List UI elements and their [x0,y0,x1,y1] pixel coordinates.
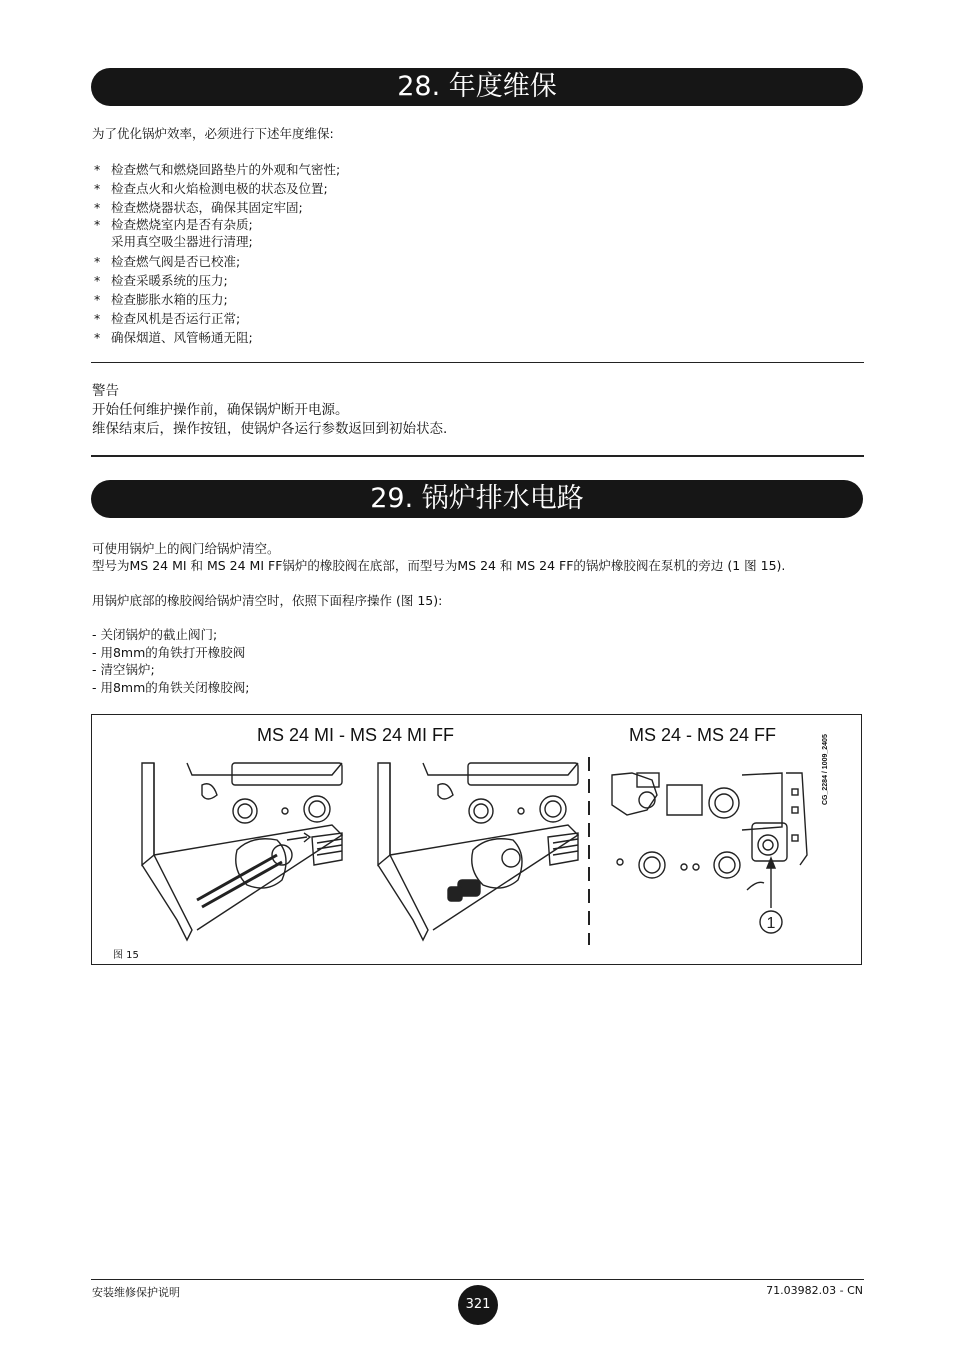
drawing-mi-ff-valve [378,763,578,940]
list-item: * 检查燃烧室内是否有杂质; 采用真空吸尘器进行清理; [94,217,253,249]
section-28-title: 28. 年度维保 [91,68,863,106]
list-item: - 清空锅炉; [92,662,155,677]
drawing-ms24-pump-valve [612,773,807,933]
drawing-mi-open-valve [142,763,342,940]
bullet: * [94,273,101,288]
divider [91,455,864,457]
bullet: * [94,200,101,215]
drain-paragraph-2: 型号为MS 24 MI 和 MS 24 MI FF锅炉的橡胶阀在底部，而型号为MS 24 和 MS 24 FF的锅炉橡胶阀在泵机的旁边 (1 图 15). [92,558,786,573]
bullet: * [94,311,101,326]
bullet: * [94,330,101,345]
section-29-title: 29. 锅炉排水电路 [91,480,863,518]
list-item: - 用8mm的角铁打开橡胶阀 [92,644,246,660]
boiler-drawing [92,715,861,964]
bullet: * [94,162,101,177]
footer-doc-code: 71.03982.03 - CN [766,1284,863,1297]
list-item: * 检查燃气阀是否已校准; [94,254,241,269]
warning-title: 警告 [92,383,119,399]
drain-paragraph-1: 可使用锅炉上的阀门给锅炉清空。 [92,541,280,556]
figure-15 [91,714,862,965]
divider [91,362,864,363]
figure-code: CG_2284 / 1009_2405 [822,734,829,805]
bullet: * [94,254,101,269]
warning-line-2: 维保结束后，操作按钮，使锅炉各运行参数返回到初始状态. [92,421,448,437]
callout-number: 1 [766,915,776,932]
list-item: - 关闭锅炉的截止阀门; [92,627,218,642]
list-item: * 检查燃烧器状态，确保其固定牢固; [94,200,303,215]
list-item: * 确保烟道、风管畅通无阻; [94,330,253,345]
list-item: - 用8mm的角铁关闭橡胶阀; [92,679,250,695]
footer-rule [91,1279,864,1280]
list-item: * 检查风机是否运行正常; [94,311,241,326]
bullet: * [94,217,101,232]
drain-steps [92,626,250,696]
list-item: * 检查采暖系统的压力; [94,273,228,288]
maintenance-list [92,160,340,347]
figure-title-right: MS 24 - MS 24 FF [629,725,777,745]
list-item: * 检查燃气和燃烧回路垫片的外观和气密性; [94,162,341,177]
drain-paragraph-3: 用锅炉底部的橡胶阀给锅炉清空时，依照下面程序操作 (图 15): [92,593,443,608]
figure-caption: 图 15 [113,950,139,961]
bullet: * [94,181,101,196]
bullet: * [94,292,101,307]
list-item: * 检查膨胀水箱的压力; [94,292,228,307]
maintenance-intro: 为了优化锅炉效率，必须进行下述年度维保: [92,126,334,141]
figure-title-left: MS 24 MI - MS 24 MI FF [257,725,455,745]
footer-doc-title: 安装维修保护说明 [92,1286,180,1299]
list-item: * 检查点火和火焰检测电极的状态及位置; [94,181,328,196]
warning-line-1: 开始任何维护操作前，确保锅炉断开电源。 [92,402,349,418]
page-number: 321 [458,1285,498,1325]
